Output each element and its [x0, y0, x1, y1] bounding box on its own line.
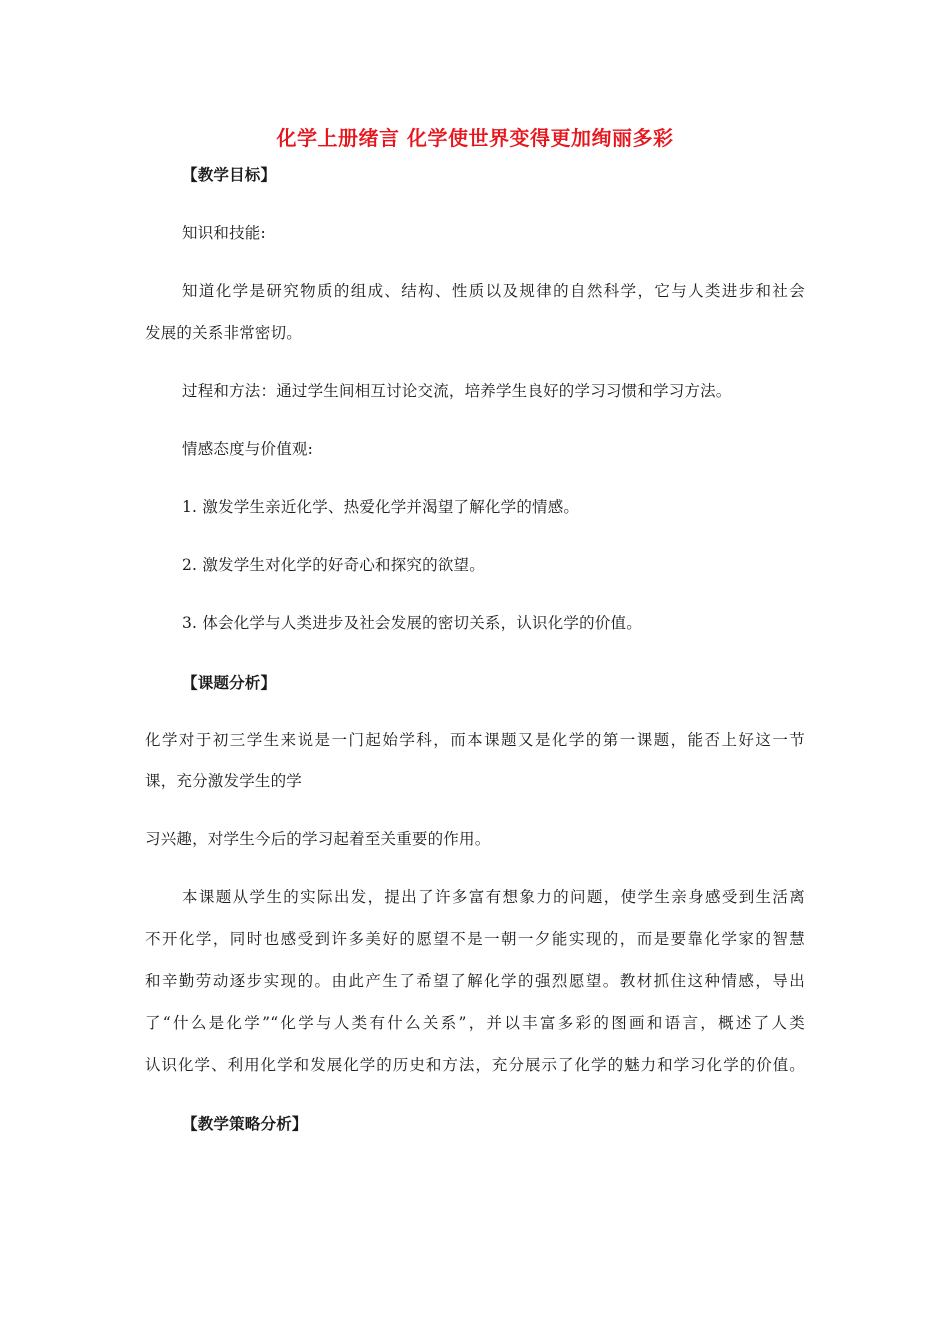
knowledge-text-line-2: 发展的关系非常密切。	[145, 324, 303, 342]
analysis-p3-line: 认识化学、利用化学和发展化学的历史和方法，充分展示了化学的魅力和学习化学的价值。	[145, 1056, 805, 1074]
emotion-label: 情感态度与价值观:	[182, 440, 314, 458]
emotion-item: 3. 体会化学与人类进步及社会发展的密切关系，认识化学的价值。	[182, 614, 642, 632]
analysis-p3-line: 不开化学，同时也感受到许多美好的愿望不是一朝一夕能实现的，而是要靠化学家的智慧	[145, 930, 805, 948]
process-text: 过程和方法：通过学生间相互讨论交流，培养学生良好的学习习惯和学习方法。	[182, 382, 732, 400]
strategy-heading: 【教学策略分析】	[182, 1115, 308, 1133]
analysis-p3-line: 和辛勤劳动逐步实现的。由此产生了希望了解化学的强烈愿望。教材抓住这种情感，导出	[145, 972, 805, 990]
objectives-heading: 【教学目标】	[182, 166, 277, 184]
document-title: 化学上册绪言 化学使世界变得更加绚丽多彩	[276, 126, 674, 150]
analysis-p3-line: 本课题从学生的实际出发，提出了许多富有想象力的问题，使学生亲身感受到生活离	[182, 888, 805, 906]
emotion-item: 1. 激发学生亲近化学、热爱化学并渴望了解化学的情感。	[182, 498, 580, 516]
analysis-p2: 习兴趣，对学生今后的学习起着至关重要的作用。	[145, 830, 491, 848]
knowledge-text-line-1: 知道化学是研究物质的组成、结构、性质以及规律的自然科学，它与人类进步和社会	[182, 282, 805, 300]
analysis-heading: 【课题分析】	[182, 674, 277, 692]
analysis-p1-line-2: 课，充分激发学生的学	[145, 772, 303, 790]
knowledge-label: 知识和技能:	[182, 224, 266, 242]
analysis-p3-line: 了“什么是化学”“化学与人类有什么关系”，并以丰富多彩的图画和语言，概述了人类	[145, 1014, 805, 1032]
emotion-item: 2. 激发学生对化学的好奇心和探究的欲望。	[182, 556, 485, 574]
analysis-p1-line-1: 化学对于初三学生来说是一门起始学科，而本课题又是化学的第一课题，能否上好这一节	[145, 731, 805, 749]
